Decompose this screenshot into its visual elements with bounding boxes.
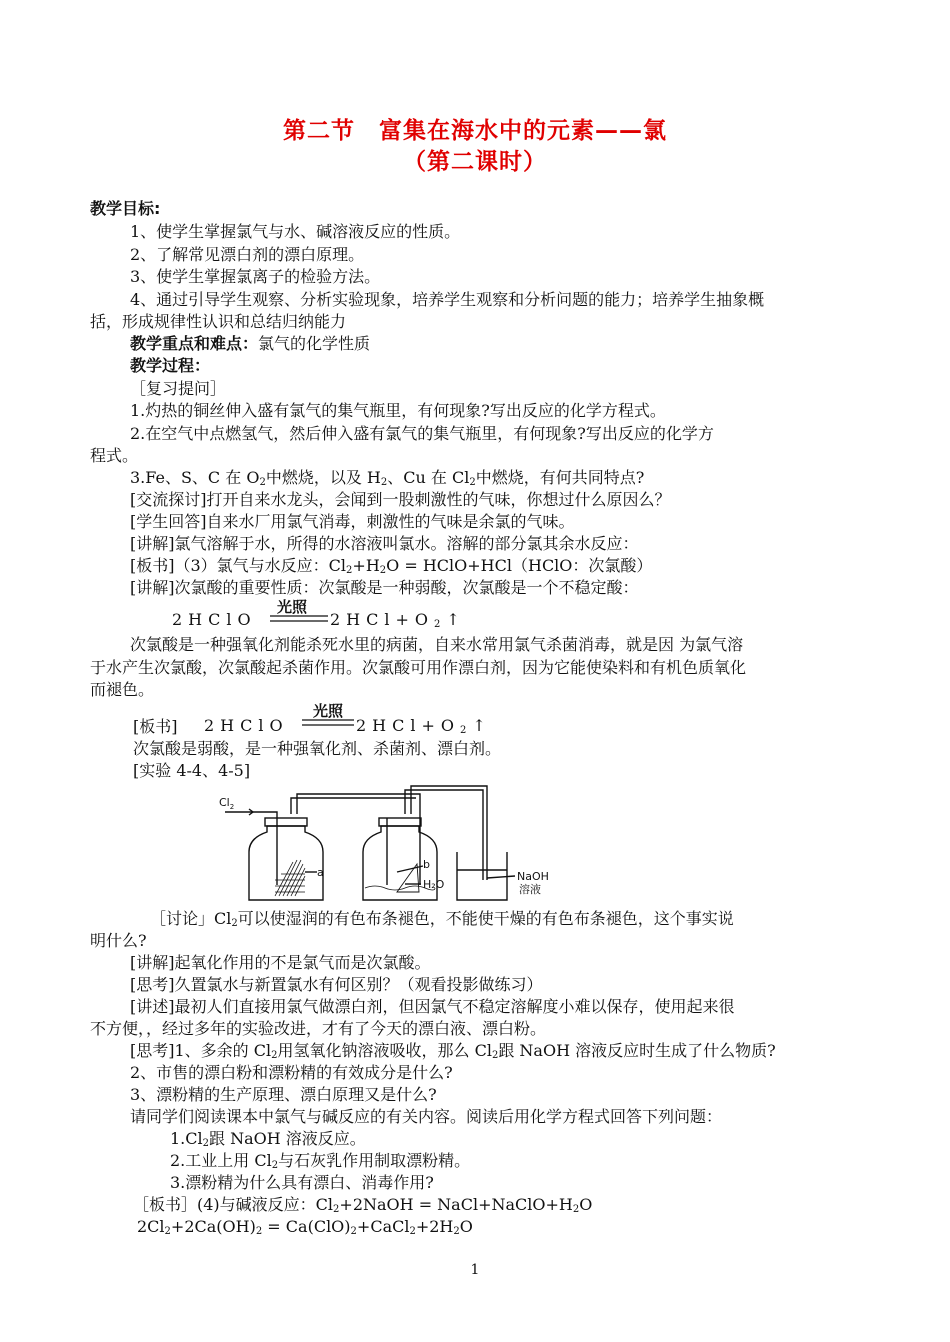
discussion-line: [学生回答]自来水厂用氯气消毒，刺激性的气味是余氯的气味。: [130, 512, 575, 531]
paragraph-line: $1.Cl_2$跟 NaOH 溶液反应。: [170, 1129, 366, 1149]
focus-text: 氯气的化学性质: [258, 334, 371, 353]
paragraph-line: 2.工业上用 $Cl_2$与石灰乳作用制取漂粉精。: [170, 1151, 471, 1171]
page-number: 1: [470, 1262, 480, 1278]
label-solution: 溶液: [519, 883, 541, 896]
paragraph-line: 明什么?: [90, 931, 147, 950]
discussion-line: [板书]（3）氯气与水反应：$Cl_2+H_2O$ = HClO+HCl（HClO：次氯酸）: [130, 556, 653, 576]
paragraph-line: 于水产生次氯酸，次氯酸起杀菌作用。次氯酸可用作漂白剂，因为它能使染料和有机色质氧化: [90, 658, 747, 677]
paragraph-line: 3.漂粉精为什么具有漂白、消毒作用?: [170, 1173, 434, 1192]
label-a: a: [317, 866, 324, 879]
review-tag: ［复习提问］: [130, 379, 227, 398]
goal-item: 2、了解常见漂白剂的漂白原理。: [130, 245, 365, 264]
label-b: b: [423, 858, 430, 871]
review-question: 3.Fe、S、C 在 $O_2$中燃烧，以及 $H_2$、Cu 在 $Cl_2$中燃烧，有何共同特点?: [130, 468, 645, 488]
review-question: 程式。: [90, 446, 139, 465]
goals-heading: 教学目标:: [90, 199, 161, 218]
goal-item: 3、使学生掌握氯离子的检验方法。: [130, 267, 381, 286]
paragraph-line: [讲解]起氧化作用的不是氯气而是次氯酸。: [130, 953, 431, 972]
process-heading: 教学过程：: [130, 356, 211, 375]
label-naoh: NaOH: [517, 870, 549, 883]
paragraph-line: $2Cl_2+2Ca(OH)_2$ = $Ca(ClO)_2+CaCl_2+2H_2O$: [137, 1217, 473, 1237]
label-h2o: H₂O: [423, 878, 445, 891]
paragraph-line: 次氯酸是弱酸，是一种强氧化剂、杀菌剂、漂白剂。: [133, 739, 502, 758]
experiment-tag: [实验 4-4、4-5]: [133, 761, 251, 780]
equals-sign: [270, 614, 328, 624]
label-cl2: $Cl_2$: [219, 796, 235, 811]
paragraph-line: ［讨论」$Cl_2$可以使湿润的有色布条褪色，不能使干燥的有色布条褪色，这个事实说: [150, 909, 734, 929]
paragraph-line: 不方便，，经过多年的实验改进，才有了今天的漂白液、漂白粉。: [90, 1019, 547, 1038]
equation-right: $2HCl+O_2↑$: [330, 610, 466, 630]
goal-item: 4、通过引导学生观察、分析实验现象，培养学生观察和分析问题的能力；培养学生抽象概: [130, 290, 765, 309]
focus-label: 教学重点和难点：: [130, 334, 259, 353]
page-subtitle: （第二课时）: [403, 149, 547, 175]
focus-line: [130, 333, 370, 355]
equation-condition: 光照: [277, 598, 308, 616]
discussion-line: [讲解]氯气溶解于水，所得的水溶液叫氯水。溶解的部分氯其余水反应：: [130, 534, 639, 553]
experiment-apparatus-figure: [205, 780, 565, 905]
paragraph-line: [思考]1、多余的 $Cl_2$用氢氧化钠溶液吸收，那么 $Cl_2$跟 NaOH 溶液反应时生成了什么物质?: [130, 1041, 776, 1061]
discussion-line: [交流探讨]打开自来水龙头，会闻到一股刺激性的气味，你想过什么原因么？: [130, 490, 671, 509]
equation-left: 2HClO: [172, 610, 257, 629]
equation-left: 2HClO: [204, 716, 289, 735]
equation-right: $2HCl+O_2↑$: [356, 716, 492, 736]
discussion-line: [讲解]次氯酸的重要性质：次氯酸是一种弱酸，次氯酸是一个不稳定酸：: [130, 578, 639, 597]
paragraph-line: 而褪色。: [90, 680, 155, 699]
paragraph-line: 次氯酸是一种强氧化剂能杀死水里的病菌，自来水常用氯气杀菌消毒，就是因 为氯气溶: [130, 635, 744, 654]
paragraph-line: 3、漂粉精的生产原理、漂白原理又是什么?: [130, 1085, 437, 1104]
paragraph-line: 2、市售的漂白粉和漂粉精的有效成分是什么?: [130, 1063, 453, 1082]
paragraph-line: [思考]久置氯水与新置氯水有何区别？（观看投影做练习）: [130, 975, 543, 994]
review-question: 1.灼热的铜丝伸入盛有氯气的集气瓶里，有何现象?写出反应的化学方程式。: [130, 401, 666, 420]
equation-condition: 光照: [313, 702, 344, 720]
review-question: 2.在空气中点燃氢气，然后伸入盛有氯气的集气瓶里，有何现象?写出反应的化学方: [130, 424, 714, 443]
paragraph-line: ［板书］(4)与碱液反应：$Cl_2+2NaOH$ = $NaCl+NaClO+H_2O$: [133, 1195, 593, 1215]
equals-sign: [302, 718, 354, 728]
board-tag: [板书]: [133, 717, 178, 736]
goal-item: 1、使学生掌握氯气与水、碱溶液反应的性质。: [130, 222, 461, 241]
goal-item: 括，形成规律性认识和总结归纳能力: [90, 312, 347, 331]
paragraph-line: 请同学们阅读课本中氯气与碱反应的有关内容。阅读后用化学方程式回答下列问题：: [130, 1107, 723, 1126]
paragraph-line: [讲述]最初人们直接用氯气做漂白剂，但因氯气不稳定溶解度小难以保存，使用起来很: [130, 997, 735, 1016]
page-title: 第二节 富集在海水中的元素——氯: [283, 118, 667, 144]
